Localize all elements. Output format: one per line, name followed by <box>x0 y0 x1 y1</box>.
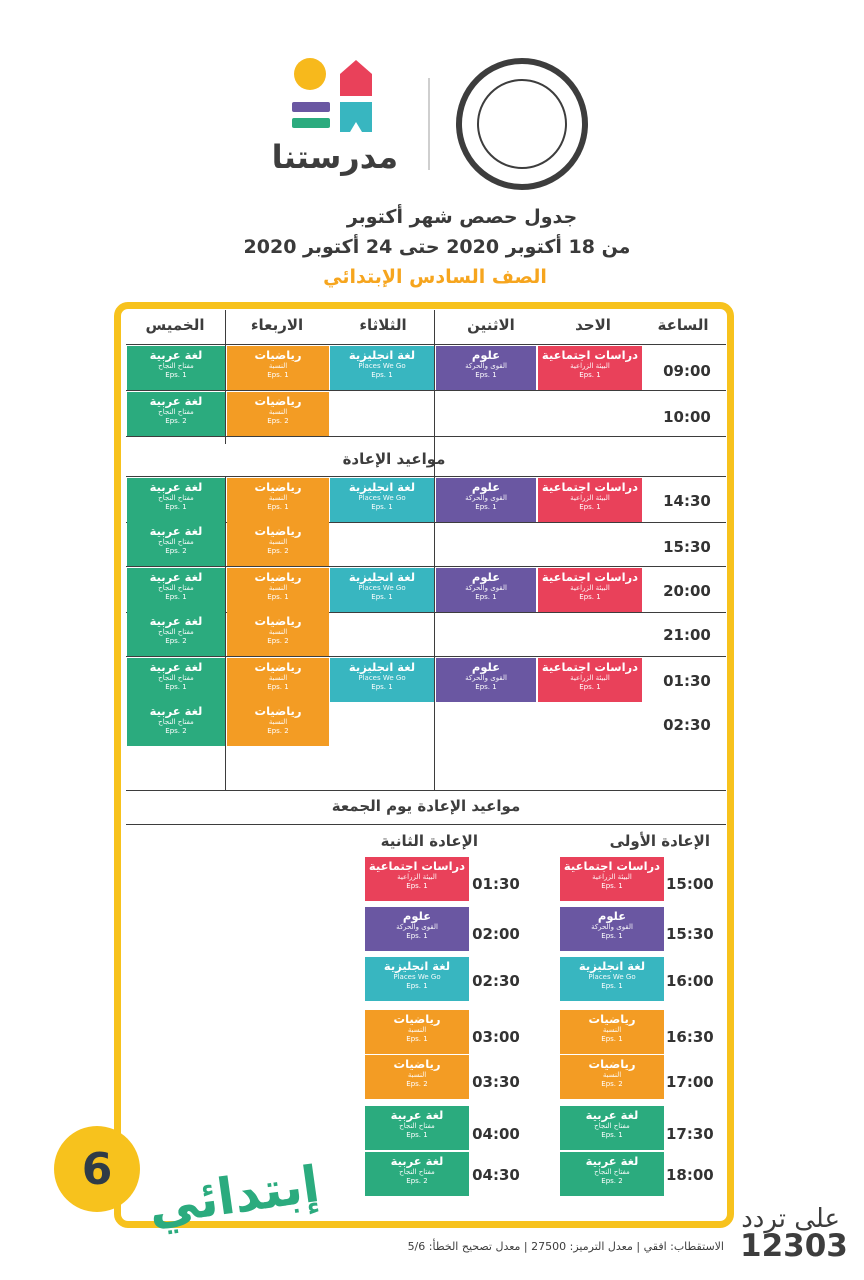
time-label: 02:00 <box>472 925 520 943</box>
class-english: لغة انجليزية Places We Go Eps. 1 <box>365 957 469 1001</box>
col-header-tuesday: الثلاثاء <box>359 316 407 334</box>
time-label: 20:00 <box>663 582 711 600</box>
time-label: 16:30 <box>666 1028 714 1046</box>
first-repeat-label: الإعادة الأولى <box>609 832 710 850</box>
time-label: 21:00 <box>663 626 711 644</box>
grade-number: 6 <box>54 1126 140 1212</box>
time-label: 04:00 <box>472 1125 520 1143</box>
frequency-value: 12303 <box>740 1228 848 1264</box>
madrasatna-wordmark: مدرستنا <box>271 138 398 176</box>
time-label: 03:00 <box>472 1028 520 1046</box>
time-label: 10:00 <box>663 408 711 426</box>
grid-line <box>225 310 226 444</box>
class-english: لغة انجليزية Places We Go Eps. 1 <box>330 478 434 522</box>
class-arabic: لغة عربية مفتاح النجاح Eps. 1 <box>560 1106 664 1150</box>
grade-label: الصف السادس الإبتدائي <box>323 266 547 288</box>
class-english: لغة انجليزية Places We Go Eps. 1 <box>560 957 664 1001</box>
time-label: 04:30 <box>472 1166 520 1184</box>
time-label: 01:30 <box>472 875 520 893</box>
time-label: 01:30 <box>663 672 711 690</box>
class-science: علوم القوى والحركة Eps. 1 <box>560 907 664 951</box>
class-arabic: لغة عربية مفتاح النجاح Eps. 2 <box>127 392 225 436</box>
grid-line <box>434 310 435 790</box>
class-science: علوم القوى والحركة Eps. 1 <box>436 568 536 612</box>
grid-line <box>126 790 726 791</box>
time-label: 15:30 <box>663 538 711 556</box>
class-social-studies: دراسات اجتماعية البيئة الزراعية Eps. 1 <box>538 346 642 390</box>
col-header-sunday: الاحد <box>575 316 611 334</box>
frequency-label: على تردد <box>741 1204 840 1234</box>
class-science: علوم القوى والحركة Eps. 1 <box>436 658 536 702</box>
time-label: 14:30 <box>663 492 711 510</box>
class-arabic: لغة عربية مفتاح النجاح Eps. 2 <box>127 612 225 656</box>
col-header-thursday: الخميس <box>145 316 205 334</box>
grid-line <box>126 476 726 477</box>
class-math: رياضيات النسبة Eps. 2 <box>227 612 329 656</box>
col-header-time: الساعة <box>657 316 709 334</box>
logo-divider <box>428 78 430 170</box>
grid-line <box>126 344 726 345</box>
class-social-studies: دراسات اجتماعية البيئة الزراعية Eps. 1 <box>365 857 469 901</box>
madrasatna-logo <box>272 56 402 186</box>
class-arabic: لغة عربية مفتاح النجاح Eps. 1 <box>127 346 225 390</box>
ministry-seal <box>456 58 588 190</box>
grid-line <box>126 656 726 657</box>
time-label: 15:30 <box>666 925 714 943</box>
class-math: رياضيات النسبة Eps. 1 <box>560 1010 664 1054</box>
class-math: رياضيات النسبة Eps. 2 <box>365 1055 469 1099</box>
class-arabic: لغة عربية مفتاح النجاح Eps. 1 <box>127 478 225 522</box>
class-arabic: لغة عربية مفتاح النجاح Eps. 2 <box>365 1152 469 1196</box>
grid-line <box>126 390 726 391</box>
second-repeat-label: الإعادة الثانية <box>380 832 478 850</box>
time-label: 18:00 <box>666 1166 714 1184</box>
class-social-studies: دراسات اجتماعية البيئة الزراعية Eps. 1 <box>538 568 642 612</box>
class-science: علوم القوى والحركة Eps. 1 <box>436 478 536 522</box>
class-arabic: لغة عربية مفتاح النجاح Eps. 2 <box>127 522 225 566</box>
class-arabic: لغة عربية مفتاح النجاح Eps. 1 <box>365 1106 469 1150</box>
time-label: 02:30 <box>663 716 711 734</box>
class-math: رياضيات النسبة Eps. 1 <box>365 1010 469 1054</box>
time-label: 15:00 <box>666 875 714 893</box>
time-label: 03:30 <box>472 1073 520 1091</box>
friday-section-label: مواعيد الإعادة يوم الجمعة <box>331 797 521 815</box>
class-social-studies: دراسات اجتماعية البيئة الزراعية Eps. 1 <box>538 478 642 522</box>
time-label: 02:30 <box>472 972 520 990</box>
class-arabic: لغة عربية مفتاح النجاح Eps. 1 <box>127 658 225 702</box>
grid-line <box>126 824 726 825</box>
class-social-studies: دراسات اجتماعية البيئة الزراعية Eps. 1 <box>560 857 664 901</box>
class-math: رياضيات النسبة Eps. 1 <box>227 478 329 522</box>
class-english: لغة انجليزية Places We Go Eps. 1 <box>330 658 434 702</box>
grid-line <box>126 436 726 437</box>
class-english: لغة انجليزية Places We Go Eps. 1 <box>330 346 434 390</box>
schedule-dates: من 18 أكتوبر 2020 حتى 24 أكتوبر 2020 <box>243 236 631 258</box>
time-label: 09:00 <box>663 362 711 380</box>
class-science: علوم القوى والحركة Eps. 1 <box>365 907 469 951</box>
class-arabic: لغة عربية مفتاح النجاح Eps. 1 <box>127 568 225 612</box>
class-math: رياضيات النسبة Eps. 2 <box>227 702 329 746</box>
class-math: رياضيات النسبة Eps. 1 <box>227 658 329 702</box>
class-english: لغة انجليزية Places We Go Eps. 1 <box>330 568 434 612</box>
time-label: 17:30 <box>666 1125 714 1143</box>
class-arabic: لغة عربية مفتاح النجاح Eps. 2 <box>560 1152 664 1196</box>
col-header-monday: الاثنين <box>467 316 515 334</box>
class-math: رياضيات النسبة Eps. 2 <box>227 392 329 436</box>
schedule-title: جدول حصص شهر أكتوبر <box>346 206 578 228</box>
class-social-studies: دراسات اجتماعية البيئة الزراعية Eps. 1 <box>538 658 642 702</box>
grid-line <box>126 566 726 567</box>
grade-badge <box>40 1110 330 1280</box>
time-label: 17:00 <box>666 1073 714 1091</box>
class-math: رياضيات النسبة Eps. 1 <box>227 568 329 612</box>
class-arabic: لغة عربية مفتاح النجاح Eps. 2 <box>127 702 225 746</box>
class-math: رياضيات النسبة Eps. 2 <box>560 1055 664 1099</box>
repeat-section-label: مواعيد الإعادة <box>342 450 446 468</box>
grid-line <box>225 476 226 790</box>
class-math: رياضيات النسبة Eps. 2 <box>227 522 329 566</box>
time-label: 16:00 <box>666 972 714 990</box>
class-math: رياضيات النسبة Eps. 1 <box>227 346 329 390</box>
grade-word: إبتدائي <box>144 1154 323 1237</box>
class-science: علوم القوى والحركة Eps. 1 <box>436 346 536 390</box>
broadcast-specs: الاستقطاب: افقي | معدل الترميز: 27500 | معدل تصحيح الخطأ: 5/6 <box>407 1240 724 1253</box>
col-header-wednesday: الاربعاء <box>250 316 304 334</box>
